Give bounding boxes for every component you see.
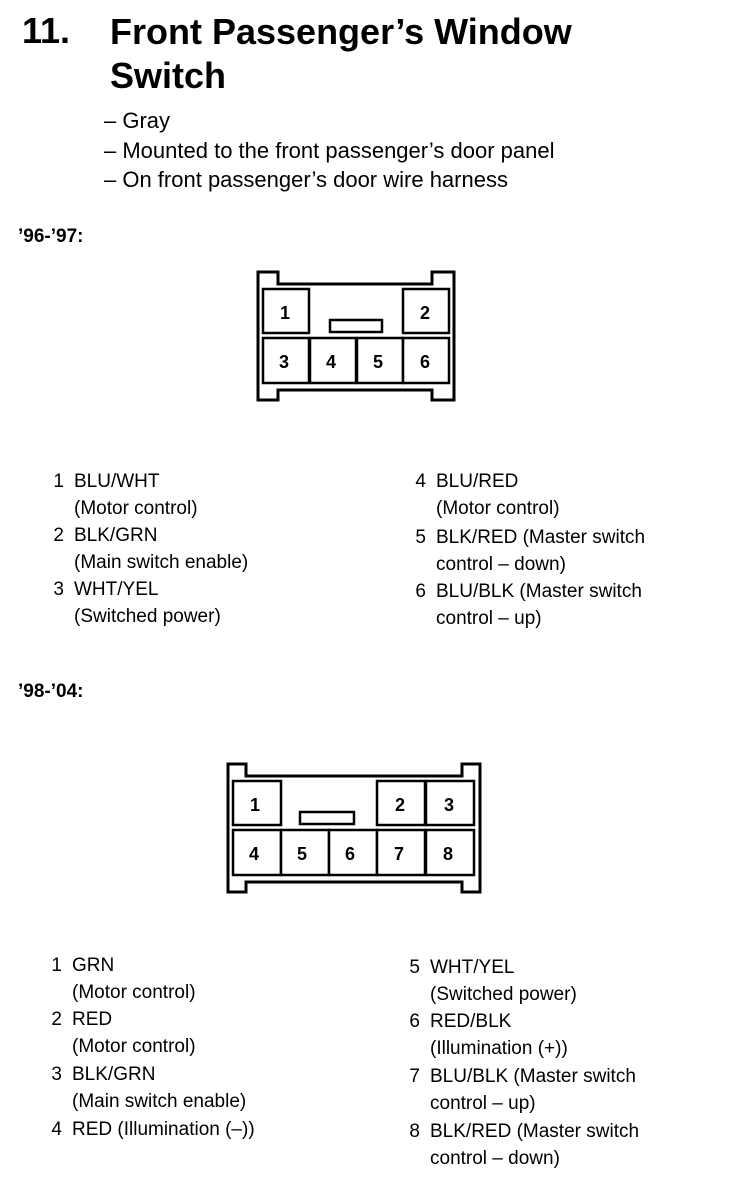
wire-color: BLK/GRN [74, 525, 158, 546]
pin-label-6: 6 [420, 352, 431, 372]
pin-label-3: 3 [444, 795, 455, 815]
pin-label-1: 1 [280, 303, 291, 323]
pin-description: (Motor control) [72, 1036, 196, 1057]
wire-color: WHT/YEL [74, 579, 159, 600]
pin-number: 5 [415, 527, 426, 548]
title-line-1: Front Passenger’s Window [110, 11, 572, 52]
wire-color: RED/BLK [430, 1011, 512, 1032]
bullet-location: – Mounted to the front passenger’s door panel [104, 138, 555, 163]
wire-color: BLU/WHT [74, 471, 160, 492]
pin-label-2: 2 [420, 303, 431, 323]
page-title [110, 10, 710, 98]
pin-label-4: 4 [326, 352, 337, 372]
pin-label-3: 3 [279, 352, 290, 372]
pin-description: control – down) [436, 554, 566, 575]
wire-color: BLU/BLK (Master switch [430, 1066, 636, 1087]
wire-color: RED [72, 1009, 113, 1030]
pin-description: (Main switch enable) [72, 1091, 247, 1112]
pin-number: 2 [53, 525, 64, 546]
wire-color: BLK/RED (Master switch [436, 527, 646, 548]
section-number: 11. [22, 10, 71, 51]
pin-description: control – down) [430, 1148, 560, 1169]
locking-tab [330, 320, 382, 332]
pin-number: 1 [51, 955, 62, 976]
pin-number: 5 [409, 957, 420, 978]
pin-description: (Switched power) [74, 606, 221, 627]
bullet-harness: – On front passenger’s door wire harness [104, 167, 508, 192]
pin-label-2: 2 [395, 795, 406, 815]
pin-label-5: 5 [373, 352, 384, 372]
pin-description: (Illumination (+)) [430, 1038, 568, 1059]
pin-description: (Switched power) [430, 984, 577, 1005]
section-label-96-97: ’96-’97: [18, 226, 84, 247]
pin-number: 3 [53, 579, 64, 600]
wire-color: BLK/RED (Master switch [430, 1121, 640, 1142]
pin-label-4: 4 [249, 844, 260, 864]
pin-number: 4 [51, 1119, 62, 1140]
connector-diagram-98-04 [222, 760, 486, 896]
pin-label-5: 5 [297, 844, 308, 864]
pin-description: (Motor control) [72, 982, 196, 1003]
pin-description: (Motor control) [74, 498, 198, 519]
pin-description: (Motor control) [436, 498, 560, 519]
wire-color: RED (Illumination (–)) [72, 1119, 255, 1140]
pin-number: 8 [409, 1121, 420, 1142]
wire-color: BLK/GRN [72, 1064, 156, 1085]
wire-color: BLU/BLK (Master switch [436, 581, 642, 602]
pin-number: 6 [415, 581, 426, 602]
pin-number: 7 [409, 1066, 420, 1087]
pin-number: 1 [53, 471, 64, 492]
pin-number: 4 [415, 471, 426, 492]
wire-color: BLU/RED [436, 471, 519, 492]
pin-label-6: 6 [345, 844, 356, 864]
wire-color: WHT/YEL [430, 957, 515, 978]
pin-label-7: 7 [394, 844, 405, 864]
pin-number: 3 [51, 1064, 62, 1085]
pin-description: control – up) [436, 608, 542, 629]
pin-label-1: 1 [250, 795, 261, 815]
pin-number: 2 [51, 1009, 62, 1030]
pin-description: control – up) [430, 1093, 536, 1114]
wire-color: GRN [72, 955, 115, 976]
pin-label-8: 8 [443, 844, 454, 864]
connector-diagram-96-97 [250, 268, 466, 406]
pin-number: 6 [409, 1011, 420, 1032]
pin-description: (Main switch enable) [74, 552, 249, 573]
locking-tab [300, 812, 354, 824]
title-line-2: Switch [110, 55, 227, 96]
bullet-color: – Gray [104, 108, 171, 133]
section-label-98-04: ’98-’04: [18, 681, 84, 702]
